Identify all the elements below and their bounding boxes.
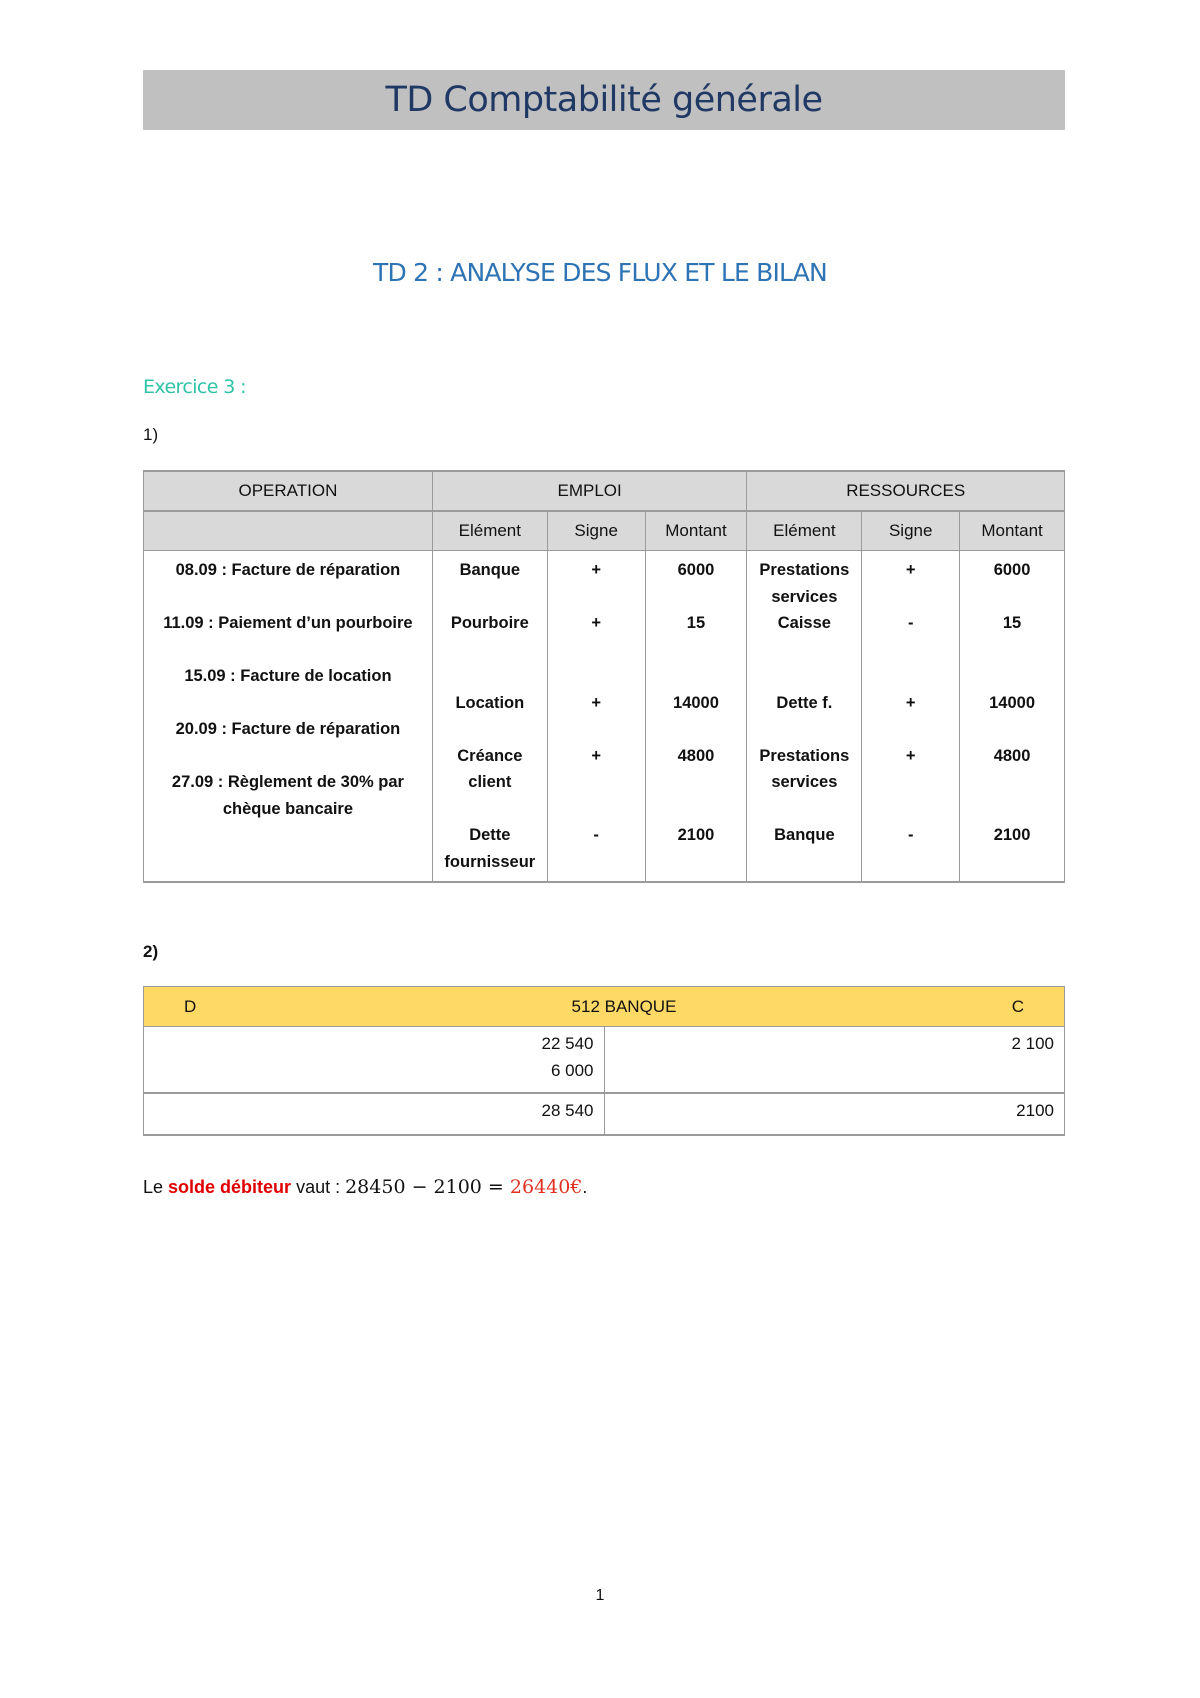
td-heading: TD 2 : ANALYSE DES FLUX ET LE BILAN bbox=[373, 258, 827, 287]
debit-label: D bbox=[184, 996, 197, 1016]
ressources-element-cell bbox=[747, 551, 862, 883]
cell-line bbox=[435, 663, 545, 690]
equation: 28450 − 2100 = bbox=[345, 1176, 510, 1198]
cell-line bbox=[864, 663, 957, 690]
conclusion-suffix: . bbox=[582, 1177, 588, 1197]
conclusion-sentence bbox=[143, 1176, 587, 1198]
ressources-signe-cell bbox=[862, 551, 960, 883]
cell-line: 11.09 : Paiement d’un pourboire bbox=[163, 614, 413, 632]
cell-line: 20.09 : Facture de réparation bbox=[175, 720, 401, 738]
cell-line bbox=[962, 637, 1062, 664]
cell-line bbox=[648, 796, 745, 823]
cell-line: 15 bbox=[686, 614, 706, 632]
page-number: 1 bbox=[595, 1587, 605, 1604]
cell-line: chèque bancaire bbox=[222, 799, 354, 818]
header-ressources: RESSOURCES bbox=[747, 471, 1065, 511]
cell-line: - bbox=[907, 826, 914, 844]
cell-line: 22 540 bbox=[541, 1034, 594, 1053]
cell-line bbox=[962, 716, 1062, 743]
cell-line bbox=[146, 743, 430, 770]
cell-line bbox=[962, 584, 1062, 611]
solde-debiteur-highlight: solde débiteur bbox=[168, 1177, 292, 1197]
cell-line bbox=[435, 796, 545, 823]
cell-line: Banque bbox=[459, 561, 521, 579]
cell-line: fournisseur bbox=[444, 852, 536, 871]
cell-line: 4800 bbox=[677, 746, 715, 765]
cell-line: - bbox=[593, 826, 599, 844]
cell-line bbox=[648, 584, 745, 611]
cell-line: 6000 bbox=[993, 561, 1031, 579]
cell-line: 6 000 bbox=[550, 1060, 594, 1080]
cell-line: 14000 bbox=[673, 693, 719, 712]
cell-line: + bbox=[591, 693, 601, 712]
t-account-header bbox=[144, 987, 1065, 1027]
cell-line: Dette f. bbox=[776, 693, 833, 712]
cell-line bbox=[550, 584, 643, 611]
cell-line: - bbox=[907, 614, 914, 632]
cell-line bbox=[962, 769, 1062, 796]
cell-line bbox=[550, 769, 643, 796]
subheader-signe: Signe bbox=[547, 511, 645, 551]
cell-line bbox=[550, 663, 643, 690]
cell-line bbox=[648, 637, 745, 664]
header-emploi: EMPLOI bbox=[432, 471, 747, 511]
document-title-bar bbox=[143, 70, 1065, 130]
document-title: TD Comptabilité générale bbox=[385, 80, 823, 120]
flux-table bbox=[143, 470, 1065, 883]
cell-line: 2100 bbox=[993, 826, 1031, 844]
exercise-label: Exercice 3 : bbox=[143, 376, 246, 398]
header-blank bbox=[144, 511, 433, 551]
cell-line bbox=[435, 584, 545, 611]
cell-line bbox=[864, 796, 957, 823]
cell-line: + bbox=[591, 746, 601, 765]
cell-line: Dette bbox=[469, 826, 511, 844]
cell-line bbox=[550, 716, 643, 743]
cell-line bbox=[864, 637, 957, 664]
cell-line bbox=[648, 716, 745, 743]
emploi-signe-cell bbox=[547, 551, 645, 883]
cell-line bbox=[435, 637, 545, 664]
cell-line: 6000 bbox=[677, 561, 715, 579]
cell-line bbox=[435, 716, 545, 743]
question-1-label: 1) bbox=[143, 425, 159, 444]
cell-line bbox=[550, 637, 643, 664]
cell-line: services bbox=[771, 587, 838, 606]
credit-label: C bbox=[1011, 996, 1024, 1016]
table-row bbox=[144, 1093, 1065, 1135]
cell-line: 2 100 bbox=[1011, 1034, 1054, 1053]
cell-line bbox=[864, 769, 957, 796]
subheader-element: Elément bbox=[747, 511, 862, 551]
cell-line: + bbox=[591, 561, 601, 579]
cell-line: Banque bbox=[774, 826, 835, 844]
cell-line: 08.09 : Facture de réparation bbox=[175, 561, 401, 579]
cell-line: 27.09 : Règlement de 30% par bbox=[171, 773, 404, 791]
cell-line: + bbox=[905, 693, 916, 712]
cell-line: + bbox=[905, 746, 916, 765]
result-value: 26440€ bbox=[509, 1176, 583, 1198]
cell-line bbox=[749, 796, 859, 823]
cell-line: 15 bbox=[1002, 614, 1022, 632]
emploi-element-cell bbox=[432, 551, 547, 883]
cell-line bbox=[648, 769, 745, 796]
cell-line bbox=[146, 690, 430, 717]
cell-line: 2100 bbox=[677, 826, 715, 844]
header-operation: OPERATION bbox=[144, 471, 433, 511]
credit-total: 2100 bbox=[604, 1093, 1065, 1135]
cell-line: Location bbox=[455, 693, 525, 712]
cell-line: Caisse bbox=[777, 614, 831, 632]
debit-total: 28 540 bbox=[144, 1093, 605, 1135]
emploi-montant-cell bbox=[645, 551, 747, 883]
cell-line: Prestations bbox=[759, 561, 850, 579]
cell-line bbox=[962, 796, 1062, 823]
cell-line: Créance bbox=[457, 746, 523, 765]
cell-line bbox=[749, 637, 859, 664]
subheader-signe: Signe bbox=[862, 511, 960, 551]
cell-line bbox=[864, 584, 957, 611]
subheader-montant: Montant bbox=[645, 511, 747, 551]
cell-line: 4800 bbox=[993, 746, 1031, 765]
operations-cell bbox=[144, 551, 433, 883]
account-title: 512 BANQUE bbox=[571, 996, 677, 1016]
credit-entries bbox=[604, 1027, 1065, 1094]
cell-line bbox=[550, 796, 643, 823]
cell-line bbox=[749, 663, 859, 690]
cell-line bbox=[648, 663, 745, 690]
cell-line bbox=[146, 584, 430, 611]
cell-line: + bbox=[591, 614, 601, 632]
subheader-element: Elément bbox=[432, 511, 547, 551]
debit-entries bbox=[144, 1027, 605, 1094]
cell-line: services bbox=[771, 773, 838, 791]
table-row bbox=[144, 551, 1065, 883]
question-2-label: 2) bbox=[143, 942, 159, 961]
cell-line: Prestations bbox=[759, 746, 850, 765]
cell-line: client bbox=[468, 773, 512, 791]
cell-line: Pourboire bbox=[450, 614, 529, 632]
cell-line bbox=[962, 663, 1062, 690]
table-row bbox=[144, 1027, 1065, 1094]
cell-line bbox=[146, 637, 430, 664]
t-account-banque bbox=[143, 986, 1065, 1136]
conclusion-middle: vaut : bbox=[291, 1177, 346, 1197]
subheader-montant: Montant bbox=[960, 511, 1065, 551]
ressources-montant-cell bbox=[960, 551, 1065, 883]
cell-line: + bbox=[905, 561, 916, 579]
cell-line: 14000 bbox=[989, 693, 1035, 712]
conclusion-prefix: Le bbox=[143, 1177, 169, 1197]
cell-line bbox=[749, 716, 859, 743]
cell-line bbox=[864, 716, 957, 743]
cell-line: 15.09 : Facture de location bbox=[184, 667, 392, 685]
